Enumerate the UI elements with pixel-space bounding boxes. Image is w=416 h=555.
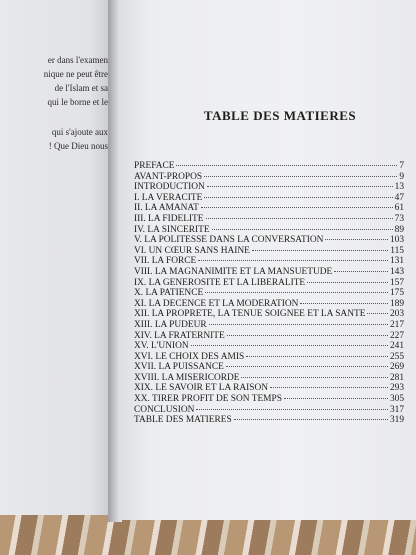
toc-entry-page: 203	[389, 309, 404, 320]
toc-dot-leader	[205, 285, 388, 293]
toc-dot-leader	[226, 359, 388, 367]
toc-entry-page: 317	[389, 404, 404, 415]
toc-entry-label: IX. LA GENEROSITE ET LA LIBERALITE	[134, 277, 306, 288]
toc-entry-label: V. LA POLITESSE DANS LA CONVERSATION	[134, 235, 324, 246]
toc-entry-page: 227	[389, 330, 404, 341]
toc-entry-label: VIII. LA MAGNANIMITE ET LA MANSUETUDE	[134, 266, 333, 277]
left-page-text-line: er dans l'examen	[47, 55, 108, 65]
toc-entry-page: 89	[394, 224, 404, 235]
toc-entry-page: 255	[389, 351, 404, 362]
toc-entry-label: I. LA VERACITE	[134, 192, 203, 203]
toc-entry-page: 7	[399, 161, 404, 171]
toc-entry-page: 269	[389, 362, 404, 373]
toc-entry-page: 241	[389, 341, 404, 352]
toc-entry-page: 305	[389, 394, 404, 405]
toc-entry-page: 73	[394, 213, 404, 224]
toc-dot-leader	[367, 306, 388, 314]
toc-dot-leader	[241, 370, 387, 378]
toc-entry-label: XX. TIRER PROFIT DE SON TEMPS	[134, 394, 282, 405]
toc-entry-label: TABLE DES MATIERES	[134, 415, 232, 426]
toc-dot-leader	[234, 412, 388, 420]
toc-entry-page: 293	[389, 383, 404, 394]
toc-title: TABLE DES MATIERES	[203, 108, 357, 123]
toc-entry-page: 9	[399, 171, 404, 182]
toc-entry-label: XVII. LA PUISSANCE	[134, 362, 224, 373]
left-page-text-line: qui le borne et le	[47, 97, 108, 107]
left-page-text-line: qui s'ajoute aux	[51, 127, 108, 137]
left-page-text-line: de l'Islam et sa	[54, 83, 108, 93]
toc-entry-label: VII. LA FORCE	[134, 256, 197, 267]
toc-dot-leader	[227, 328, 388, 336]
toc-entry-label: X. LA PATIENCE	[134, 288, 204, 299]
toc-dot-leader	[284, 391, 388, 399]
toc-dot-leader	[270, 380, 388, 388]
toc-entry-page: 115	[390, 245, 404, 256]
toc-entry-label: XIII. LA PUDEUR	[134, 319, 207, 330]
toc-entry-label: VI. UN CŒUR SANS HAINE	[134, 245, 250, 256]
toc-entry-label: XIX. LE SAVOIR ET LA RAISON	[134, 383, 269, 394]
toc-dot-leader	[334, 264, 388, 272]
toc-entry-label: XV. L'UNION	[134, 341, 189, 352]
toc-dot-leader	[204, 169, 397, 177]
toc-entry-page: 61	[394, 203, 404, 214]
toc-entry-page: 175	[389, 288, 404, 299]
toc-entry-label: XII. LA PROPRETE, LA TENUE SOIGNEE ET LA SANTE	[134, 309, 366, 320]
toc-dot-leader	[196, 402, 388, 410]
left-page	[0, 0, 112, 515]
toc-dot-leader	[246, 349, 388, 357]
toc-entry-label: II. LA AMANAT	[134, 203, 199, 214]
toc-entry-page: 217	[389, 319, 404, 330]
toc-dot-leader	[176, 158, 397, 166]
toc-entry-page: 13	[394, 182, 404, 193]
toc-entry-label: III. LA FIDELITE	[134, 213, 204, 224]
toc-entry-label: XI. LA DECENCE ET LA MODERATION	[134, 298, 299, 309]
toc-entry-label: PREFACE	[134, 161, 175, 171]
toc-dot-leader	[207, 179, 393, 187]
toc-dot-leader	[325, 232, 388, 240]
toc-entry-label: IV. LA SINCERITE	[134, 224, 210, 235]
toc-dot-leader	[198, 253, 388, 261]
toc-entry-page: 131	[389, 256, 404, 267]
toc-entry-label: XVIII. LA MISERICORDE	[134, 372, 240, 383]
toc-entry-label: XVI. LE CHOIX DES AMIS	[134, 351, 245, 362]
toc-entry-label: AVANT-PROPOS	[134, 171, 203, 182]
toc-entry-page: 189	[389, 298, 404, 309]
toc-dot-leader	[209, 317, 388, 325]
toc-dot-leader	[201, 200, 393, 208]
toc-entry	[134, 414, 404, 425]
right-page	[118, 0, 416, 520]
toc-dot-leader	[206, 211, 393, 219]
toc-entry-page: 281	[389, 372, 404, 383]
toc-entry-page: 47	[394, 192, 404, 203]
left-page-text-line: ! Que Dieu nous	[48, 141, 108, 151]
toc-list	[134, 160, 404, 425]
toc-dot-leader	[300, 296, 388, 304]
toc-entry-label: XIV. LA FRATERNITE	[134, 330, 225, 341]
toc-entry-page: 103	[389, 235, 404, 246]
toc-dot-leader	[204, 190, 392, 198]
toc-dot-leader	[307, 275, 388, 283]
toc-entry-page: 157	[389, 277, 404, 288]
toc-dot-leader	[212, 222, 393, 230]
toc-entry-label: INTRODUCTION	[134, 182, 205, 193]
toc-entry-label: CONCLUSION	[134, 404, 195, 415]
toc-dot-leader	[252, 243, 388, 251]
toc-entry-page: 143	[389, 266, 404, 277]
left-page-text-line: nique ne peut être	[43, 69, 108, 79]
toc-entry	[134, 298, 404, 309]
toc-entry-page: 319	[389, 415, 404, 426]
toc-dot-leader	[191, 338, 388, 346]
